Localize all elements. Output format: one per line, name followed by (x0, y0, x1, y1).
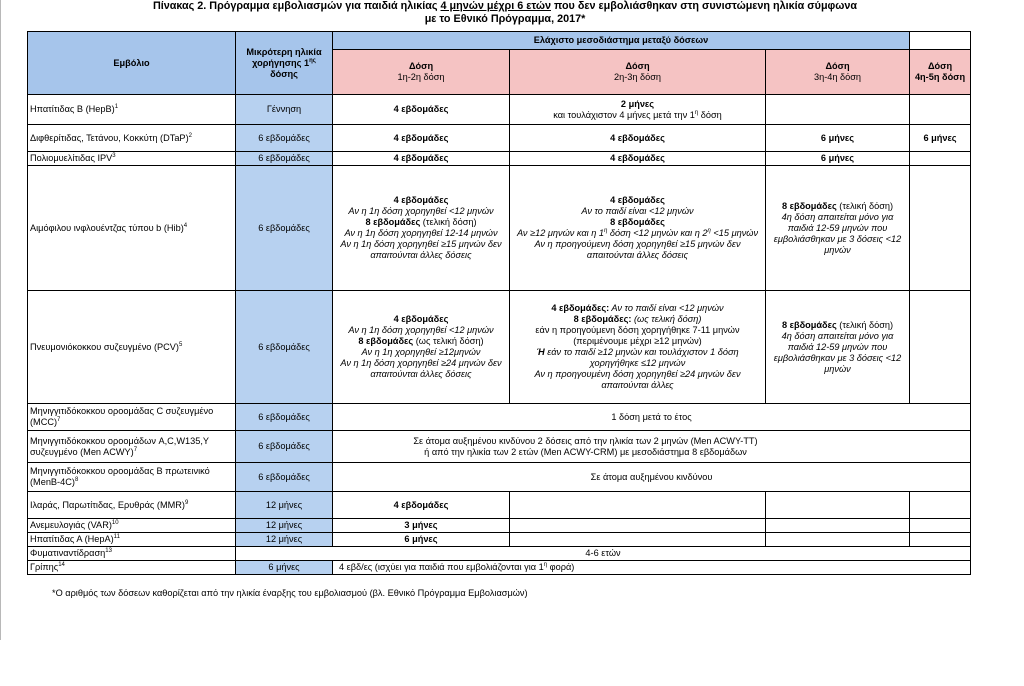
dose-span-cell (333, 431, 971, 463)
dose-3-4-cell (766, 291, 910, 404)
table-row-var (28, 519, 971, 533)
dose-value: 4 εβδομάδες (393, 314, 449, 324)
title-part: που δεν εμβολιάσθηκαν στη συνιστώμενη ηλικία σύμφωνα (551, 0, 858, 12)
vaccine-name (28, 404, 236, 431)
vaccine-name (28, 547, 236, 561)
vaccine-name-text: Φυματιναντίδραση (30, 548, 106, 558)
dose-note: εάν το παιδί ≥12 μηνών και τουλάχιστον 1 δόση χορηγήθηκε ≤12 μηνών (544, 347, 739, 368)
dose-note: (τελική δόση) (836, 200, 894, 211)
dose-1-2-cell (333, 291, 510, 404)
dose-2-3-cell (510, 166, 766, 291)
dose-3-4-cell (766, 519, 910, 533)
vaccine-name (28, 291, 236, 404)
footnote-ref: 14 (58, 561, 65, 568)
vaccine-name (28, 166, 236, 291)
dose-4-5-cell: 6 μήνες (910, 125, 971, 152)
dose-3-4-cell (766, 95, 910, 125)
dose-4-5-cell (910, 533, 971, 547)
dose-2-3-cell (510, 492, 766, 519)
vaccine-name (28, 125, 236, 152)
header-dose-4-5 (910, 50, 971, 95)
vaccine-name (28, 533, 236, 547)
table-row-mcc (28, 404, 971, 431)
dose-note: ή από την ηλικία των 2 ετών (Men ACWY-CRM) με μεσοδιάστημα 8 εβδομάδων (424, 446, 747, 457)
min-age-cell: 6 εβδομάδες (236, 404, 333, 431)
dose-note: (τελική δόση) (836, 319, 894, 330)
header-min-interval: Ελάχιστο μεσοδιάστημα μεταξύ δόσεων (333, 32, 910, 50)
dose-note-sup: η (707, 227, 711, 234)
header-min-age-text2: δόσης (270, 68, 298, 79)
header-min-age (236, 32, 333, 95)
dose-note: Αν η 1η δόση χορηγηθεί <12 μηνών (348, 325, 494, 335)
table-footnote: *Ο αριθμός των δόσεων καθορίζεται από την ηλικία έναρξης του εμβολιασμού (βλ. Εθνικό Πρόγραμμα Εμβολιασμών) (52, 588, 528, 598)
vaccine-name (28, 519, 236, 533)
dose-note-emph: Ή (536, 347, 545, 357)
dose-note: εάν η προηγούμενη δόση χορηγήθηκε 7-11 μηνών (περιμένουμε μέχρι ≥12 μηνών) (535, 325, 740, 346)
dose-1-2-cell: 3 μήνες (333, 519, 510, 533)
table-row-pcv (28, 291, 971, 404)
header-dose-range: 3η-4η δόση (813, 72, 862, 83)
dose-3-4-cell (766, 492, 910, 519)
header-dose-2-3 (510, 50, 766, 95)
dose-note: Αν ≥12 μηνών και η 1 (516, 228, 604, 238)
header-dose-range: 1η-2η δόση (397, 72, 445, 83)
min-age-cell: 12 μήνες (236, 533, 333, 547)
vaccine-name-text: Μηνιγγιτιδόκοκκου οροομάδας Β πρωτεινικό (MenB-4C) (30, 466, 210, 487)
footnote-ref: 7 (57, 416, 61, 423)
table-row-mmr (28, 492, 971, 519)
header-min-age-text: Μικρότερη ηλικία χορήγησης 1 (246, 46, 322, 68)
dose-note: Αν η 1η δόση χορηγηθεί <12 μηνών (348, 206, 494, 216)
dose-note: και τουλάχιστον 4 μήνες μετά την 1 (553, 109, 695, 120)
vaccine-name-text: Γρίπης (30, 562, 59, 572)
vaccination-table (27, 31, 971, 575)
table-row-hepb (28, 95, 971, 125)
dose-4-5-cell (910, 152, 971, 166)
footnote-ref: 8 (74, 476, 79, 483)
dose-4-5-cell (910, 166, 971, 291)
vaccine-name (28, 561, 236, 575)
min-age-cell: 6 εβδομάδες (236, 431, 333, 463)
page-edge-line (0, 0, 1, 640)
dose-note: Σε άτομα αυξημένου κινδύνου 2 δόσεις από την ηλικία των 2 μηνών (Men ACWY-TT) (413, 435, 758, 446)
dose-4-5-cell (910, 291, 971, 404)
dose-value: 8 εβδομάδες (781, 200, 837, 211)
vaccine-name-text: Μηνιγγιτιδόκοκκου οροομάδων A,C,W135,Y συζευγμένο (Men ACWY) (30, 435, 209, 457)
dose-value: 2 μήνες (620, 98, 655, 109)
dose-span-cell: 4-6 ετών (236, 547, 971, 561)
dose-note: (ως τελική δόση) (631, 314, 702, 324)
footnote-ref: 1 (114, 103, 119, 110)
dose-note: Αν το παιδί είναι <12 μηνών (581, 206, 694, 216)
header-dose-label: Δόση (927, 61, 953, 72)
dose-2-3-cell (510, 95, 766, 125)
min-age-cell: 6 εβδομάδες (236, 125, 333, 152)
vaccine-name-text: Ιλαράς, Παρωτίτιδας, Ερυθράς (MMR) (30, 499, 185, 510)
dose-3-4-cell: 6 μήνες (766, 125, 910, 152)
dose-1-2-cell: 4 εβδομάδες (333, 125, 510, 152)
dose-note: φορά) (547, 562, 575, 572)
header-dose-label: Δόση (625, 61, 650, 72)
dose-note: Αν η 1η χορηγηθεί ≥12μηνών (361, 347, 481, 357)
dose-note: (τελική δόση) (420, 217, 477, 227)
vaccine-name-text: Αιμόφιλου ινφλουέντζας τύπου b (Hib) (30, 222, 184, 233)
footnote-ref: 10 (111, 519, 119, 526)
table-row-ipv (28, 152, 971, 166)
min-age-cell: 6 μήνες (236, 561, 333, 575)
header-dose-label: Δόση (408, 61, 434, 72)
dose-2-3-cell (510, 533, 766, 547)
dose-1-2-cell (333, 166, 510, 291)
dose-value: 8 εβδομάδες: (573, 314, 632, 324)
table-row-dtap (28, 125, 971, 152)
vaccine-name (28, 152, 236, 166)
vaccine-name-text: Διφθερίτιδας, Τετάνου, Κοκκύτη (DTaP) (30, 132, 189, 143)
dose-span-cell (333, 561, 971, 575)
dose-note: <15 μηνών (710, 228, 759, 238)
dose-3-4-cell (766, 533, 910, 547)
dose-note: Αν η 1η δόση χορηγηθεί ≥15 μηνών δεν απαιτούνται άλλες δόσεις (340, 239, 502, 260)
footnote-ref: 7 (133, 446, 138, 453)
dose-note: 4η δόση απαιτείται μόνο για παιδιά 12-59 μηνών που εμβολιάσθηκαν με 3 δόσεις <12 μηνών (773, 330, 902, 374)
min-age-cell: 6 εβδομάδες (236, 152, 333, 166)
footnote-ref: 3 (112, 152, 116, 159)
vaccine-name (28, 492, 236, 519)
header-dose-range: 4η-5η δόση (914, 72, 966, 83)
footnote-ref: 4 (183, 222, 188, 229)
dose-note-sup: η (603, 227, 608, 234)
dose-1-2-cell: 4 εβδομάδες (333, 95, 510, 125)
dose-4-5-cell (910, 95, 971, 125)
dose-note: Αν η 1η δόση χορηγηθεί ≥24 μηνών δεν απαιτούνται άλλες δόσεις (340, 358, 502, 379)
min-age-cell: 12 μήνες (236, 492, 333, 519)
min-age-cell: 6 εβδομάδες (236, 166, 333, 291)
footnote-ref: 5 (178, 341, 183, 348)
footnote-ref: 11 (113, 533, 120, 540)
min-age-cell: Γέννηση (236, 95, 333, 125)
table-row-tb (28, 547, 971, 561)
vaccine-name-text: Πνευμονιόκοκκου συζευγμένο (PCV) (30, 341, 179, 352)
header-dose-label: Δόση (825, 61, 850, 72)
header-empty-cell (910, 32, 971, 50)
vaccine-name (28, 431, 236, 463)
dose-3-4-cell: 6 μήνες (766, 152, 910, 166)
dose-1-2-cell: 4 εβδομάδες (333, 152, 510, 166)
dose-note: Αν η προηγουμένη δόση χορηγηθεί ≥24 μηνών δεν απαιτούνται άλλες (534, 369, 741, 390)
min-age-cell: 12 μήνες (236, 519, 333, 533)
min-age-cell: 6 εβδομάδες (236, 463, 333, 492)
dose-note: 4 εβδ/ες (ισχύει για παιδιά που εμβολιάζονται για 1 (339, 562, 544, 572)
title-line2: με το Εθνικό Πρόγραμμα, 2017* (424, 13, 586, 25)
dose-span-cell: Σε άτομα αυξημένου κινδύνου (333, 463, 971, 492)
dose-value: 4 εβδομάδες (393, 195, 449, 205)
dose-note: Αν το παιδί είναι <12 μηνών (609, 303, 724, 313)
table-row-menb (28, 463, 971, 492)
dose-1-2-cell: 6 μήνες (333, 533, 510, 547)
dose-2-3-cell: 4 εβδομάδες (510, 152, 766, 166)
dose-note: Αν η 1η δόση χορηγηθεί 12-14 μηνών (344, 228, 498, 238)
dose-value: 8 εβδομάδες (358, 336, 414, 346)
vaccine-name-text: Ηπατίτιδας Α (HepA) (30, 534, 114, 544)
table-row-flu (28, 561, 971, 575)
title-underlined: 4 μηνών μέχρι 6 ετών (440, 0, 551, 12)
dose-span-cell: 1 δόση μετά το έτος (333, 404, 971, 431)
dose-note-sup: η (543, 561, 548, 568)
dose-2-3-cell (510, 519, 766, 533)
table-row-menacwy (28, 431, 971, 463)
table-row-hib (28, 166, 971, 291)
footnote-ref: 9 (184, 499, 189, 506)
header-dose-3-4 (766, 50, 910, 95)
dose-note: δόση <12 μηνών και η 2 (607, 228, 708, 238)
vaccine-name (28, 463, 236, 492)
dose-note: 4η δόση απαιτείται μόνο για παιδιά 12-59 μηνών που εμβολιάσθηκαν με 3 δόσεις <12 μηνών (773, 211, 902, 255)
dose-note: δόση (698, 109, 722, 120)
dose-value: 4 εβδομάδες: (551, 303, 610, 313)
vaccine-name (28, 95, 236, 125)
dose-note: (ως τελική δόση) (413, 336, 484, 346)
header-dose-range: 2η-3η δόση (613, 72, 662, 83)
dose-value: 8 εβδομάδες (610, 217, 665, 227)
vaccine-name-text: Ανεμευλογιάς (VAR) (30, 520, 112, 530)
dose-3-4-cell (766, 166, 910, 291)
table-title (40, 0, 970, 26)
footnote-ref: 13 (105, 547, 112, 554)
dose-note: Αν η προηγούμενη δόση χορηγηθεί ≥15 μηνών δεν απαιτούνται άλλες δόσεις (534, 239, 741, 260)
dose-4-5-cell (910, 519, 971, 533)
vaccine-name-text: Πολιομυελίτιδας IPV (30, 153, 113, 163)
header-min-age-sup: ης (309, 57, 316, 64)
dose-value: 8 εβδομάδες (781, 319, 837, 330)
min-age-cell: 6 εβδομάδες (236, 291, 333, 404)
header-vaccine: Εμβόλιο (28, 32, 236, 95)
footnote-ref: 2 (188, 132, 192, 139)
dose-1-2-cell: 4 εβδομάδες (333, 492, 510, 519)
header-dose-1-2 (333, 50, 510, 95)
dose-4-5-cell (910, 492, 971, 519)
dose-2-3-cell (510, 291, 766, 404)
vaccine-name-text: Μηνιγγιτιδόκοκκου οροομάδας C συζευγμένο (MCC) (30, 406, 214, 427)
dose-value: 8 εβδομάδες (365, 217, 421, 227)
dose-value: 4 εβδομάδες (610, 195, 665, 205)
dose-note-sup: η (694, 109, 699, 116)
vaccine-name-text: Ηπατίτιδας Β (HepB) (30, 104, 115, 114)
title-part: Πίνακας 2. Πρόγραμμα εμβολιασμών για παιδιά ηλικίας (152, 0, 441, 12)
table-row-hepa (28, 533, 971, 547)
dose-2-3-cell: 4 εβδομάδες (510, 125, 766, 152)
